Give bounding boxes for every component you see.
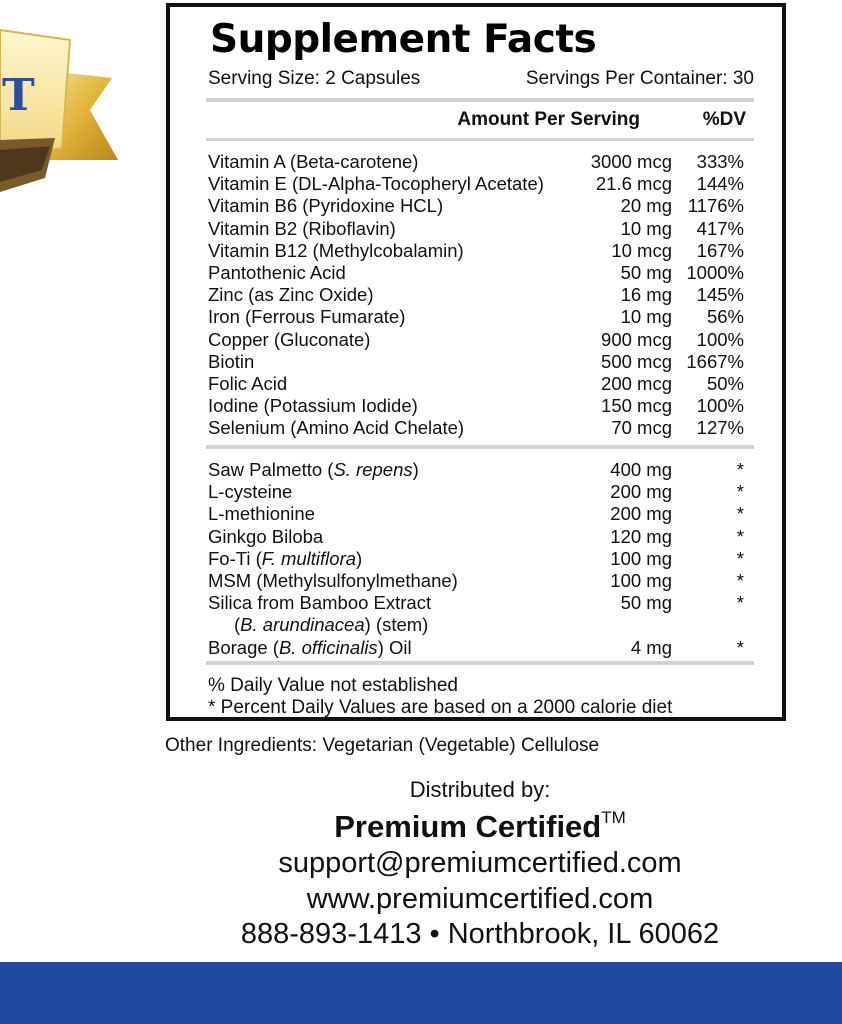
footnote-calorie-diet: * Percent Daily Values are based on a 2000 calorie diet [208, 697, 673, 718]
nutrient-row [208, 195, 744, 217]
nutrient-row [208, 240, 744, 262]
nutrient-dv: 145% [696, 284, 744, 306]
nutrient-dv: 144% [696, 173, 744, 195]
ingredient-dv: * [736, 547, 744, 569]
nutrient-name: Vitamin B2 (Riboflavin) [208, 217, 396, 239]
nutrient-row [208, 395, 744, 417]
distributed-by-label: Distributed by: [409, 777, 551, 802]
divider [206, 138, 754, 141]
nutrient-amount: 3000 mcg [590, 151, 672, 172]
nutrient-name: Iron (Ferrous Fumarate) [208, 306, 406, 328]
nutrient-amount: 900 mcg [601, 328, 672, 350]
nutrient-dv: 1000% [686, 261, 744, 283]
support-email[interactable]: support@premiumcertified.com [278, 847, 682, 879]
nutrient-dv: 100% [696, 328, 744, 350]
ingredient-dv: * [736, 481, 744, 503]
brand-name [0, 808, 842, 845]
ingredient-name: Ginkgo Biloba [208, 525, 324, 547]
svg-text:T: T [2, 70, 35, 121]
nutrient-dv: 56% [706, 306, 744, 328]
footer-color-band [0, 962, 842, 1024]
nutrient-name: Copper (Gluconate) [208, 328, 371, 350]
ingredient-name: Silica from Bamboo Extract [208, 592, 432, 614]
nutrient-dv: 50% [706, 372, 744, 394]
trademark: TM [601, 808, 626, 827]
other-ingredients: Other Ingredients: Vegetarian (Vegetable) Cellulose [165, 735, 600, 756]
nutrient-dv: 100% [696, 395, 744, 417]
nutrient-name: Vitamin E (DL-Alpha-Tocopheryl Acetate) [208, 173, 544, 195]
ingredient-row [208, 548, 744, 570]
ingredient-name: (B. arundinacea) (stem) [234, 614, 429, 636]
footnote-dv-not-established: % Daily Value not established [208, 675, 458, 696]
nutrient-row [208, 173, 744, 195]
nutrient-amount: 10 mg [620, 306, 672, 328]
ingredient-dv: * [736, 459, 744, 480]
ingredient-row [208, 526, 744, 548]
nutrient-amount: 10 mg [620, 217, 672, 239]
footnotes [208, 675, 672, 719]
ingredient-row [208, 459, 744, 481]
nutrient-row [208, 284, 744, 306]
nutrient-name: Folic Acid [208, 372, 288, 394]
serving-size: Serving Size: 2 Capsules [208, 68, 421, 89]
ingredient-row [208, 503, 744, 525]
nutrient-name: Pantothenic Acid [208, 261, 346, 283]
ingredient-dv: * [736, 525, 744, 547]
phone-location: 888-893-1413 • Northbrook, IL 60062 [240, 918, 720, 950]
ingredient-row [208, 637, 744, 659]
ingredient-amount: 200 mg [610, 503, 672, 525]
ingredient-dv: * [736, 636, 744, 658]
nutrient-dv: 167% [696, 239, 744, 261]
nutrient-amount: 10 mcg [611, 239, 672, 261]
nutrient-amount: 150 mcg [601, 395, 672, 417]
nutrient-row [208, 262, 744, 284]
nutrient-amount: 16 mg [620, 284, 672, 306]
ingredient-amount: 100 mg [610, 569, 672, 591]
ingredient-name: L-cysteine [208, 481, 293, 503]
ingredient-amount: 200 mg [610, 481, 672, 503]
nutrient-amount: 50 mg [620, 261, 672, 283]
nutrient-row [208, 351, 744, 373]
nutrient-amount: 200 mcg [601, 372, 672, 394]
facts-title: Supplement Facts [210, 17, 597, 62]
amount-per-serving-header: Amount Per Serving [457, 109, 640, 130]
nutrient-row [208, 218, 744, 240]
divider [206, 445, 754, 449]
ingredient-row [208, 481, 744, 503]
divider [206, 661, 754, 665]
ingredient-amount: 120 mg [610, 525, 672, 547]
ingredient-dv: * [736, 592, 744, 614]
nutrient-dv: 1667% [686, 350, 744, 372]
supplement-facts-panel [166, 3, 786, 721]
nutrient-row [208, 306, 744, 328]
nutrient-row [208, 329, 744, 351]
ingredient-name: Fo-Ti (F. multiflora) [208, 547, 363, 569]
ingredient-dv: * [736, 569, 744, 591]
nutrient-row [208, 373, 744, 395]
herbal-list [208, 459, 744, 659]
divider [206, 98, 754, 102]
nutrient-amount: 500 mcg [601, 350, 672, 372]
ingredient-name: Saw Palmetto (S. repens) [208, 459, 419, 480]
ingredient-row [208, 570, 744, 592]
ingredient-row [208, 614, 744, 636]
ingredient-amount: 50 mg [620, 592, 672, 614]
ingredient-name: Borage (B. officinalis) Oil [208, 636, 412, 658]
nutrient-dv: 127% [696, 417, 744, 439]
badge-ribbon-graphic [0, 0, 130, 210]
ingredient-name: L-methionine [208, 503, 315, 525]
nutrient-name: Vitamin A (Beta-carotene) [208, 151, 419, 172]
nutrient-dv: 1176% [687, 195, 744, 217]
dv-header: %DV [702, 109, 746, 130]
nutrient-amount: 20 mg [620, 195, 672, 217]
nutrient-name: Biotin [208, 350, 255, 372]
nutrient-amount: 21.6 mcg [595, 173, 672, 195]
serving-info [208, 68, 754, 90]
ingredient-amount: 400 mg [610, 459, 672, 480]
servings-per-container: Servings Per Container: 30 [525, 68, 754, 89]
nutrient-dv: 333% [696, 151, 744, 172]
brand-text: Premium Certified [334, 809, 602, 844]
vitamin-list [208, 151, 744, 439]
ingredient-dv: * [736, 503, 744, 525]
nutrient-name: Zinc (as Zinc Oxide) [208, 284, 374, 306]
ingredient-row [208, 592, 744, 614]
ingredient-amount: 4 mg [630, 636, 672, 658]
nutrient-dv: 417% [696, 217, 744, 239]
nutrient-name: Vitamin B12 (Methylcobalamin) [208, 239, 464, 261]
ingredient-amount: 100 mg [610, 547, 672, 569]
nutrient-row [208, 417, 744, 439]
nutrient-row [208, 151, 744, 173]
ingredient-name: MSM (Methylsulfonylmethane) [208, 569, 458, 591]
nutrient-name: Vitamin B6 (Pyridoxine HCL) [208, 195, 444, 217]
website-link[interactable]: www.premiumcertified.com [306, 883, 654, 915]
nutrient-amount: 70 mcg [611, 417, 672, 439]
nutrient-name: Selenium (Amino Acid Chelate) [208, 417, 465, 439]
nutrient-name: Iodine (Potassium Iodide) [208, 395, 418, 417]
